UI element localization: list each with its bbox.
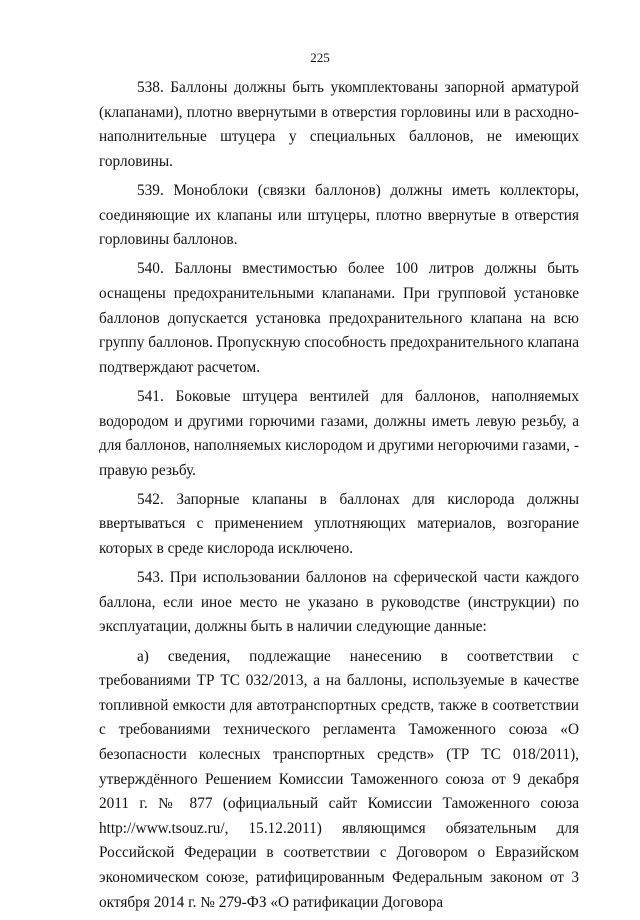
paragraph-542: 542. Запорные клапаны в баллонах для кислорода должны ввертываться с применением уплотняющих материалов, возгорание которых в среде кислорода исключено. bbox=[99, 490, 579, 558]
paragraph-540: 540. Баллоны вместимостью более 100 литров должны быть оснащены предохранительными клапанами. При групповой установке баллонов допускается установка предохранительного клапана на всю группу баллонов. Пропускную способность предохранительного клапана подтверждают расчетом. bbox=[99, 260, 579, 376]
page-number: 225 bbox=[310, 50, 330, 65]
paragraph-543: 543. При использовании баллонов на сферической части каждого баллона, если иное место не указано в руководстве (инструкции) по эксплуатации, должны быть в наличии следующие данные: bbox=[99, 569, 579, 636]
paragraph-541: 541. Боковые штуцера вентилей для баллонов, наполняемых водородом и другими горючими газами, должны иметь левую резьбу, а для баллонов, наполняемых кислородом и другими негорючими газами, - правую резьбу. bbox=[99, 387, 579, 479]
paragraph-538: 538. Баллоны должны быть укомплектованы запорной арматурой (клапанами), плотно ввернутыми в отверстия горловины или в расходно-наполнительные штуцера у специальных баллонов, не имеющих горловины. bbox=[99, 79, 579, 170]
paragraph-543-a: а) сведения, подлежащие нанесению в соответствии с требованиями ТР ТС 032/2013, а на баллоны, используемые в качестве топливной емкости для автотранспортных средств, также в соответствии с требованиями технического регламента Таможенного союза «О безопасности колесных транспортных средств» (ТР ТС 018/2011), утверждённого Решением Комиссии Таможенного союза от 9 декабря 2011 г. № 877 (официальный сайт Комиссии Таможенного союза http://www.tsouz.ru/, 15.12.2011) являющимся обязательным для Российской Федерации в соответствии с Договором о Евразийском экономическом союзе, ратифицированным Федеральным законом от 3 октября 2014 г. № 279-ФЗ «О ратификации Договора bbox=[99, 647, 579, 911]
document-body bbox=[99, 76, 579, 920]
paragraph-539: 539. Моноблоки (связки баллонов) должны иметь коллекторы, соединяющие их клапаны или штуцеры, плотно ввернутые в отверстия горловины баллонов. bbox=[99, 181, 579, 249]
